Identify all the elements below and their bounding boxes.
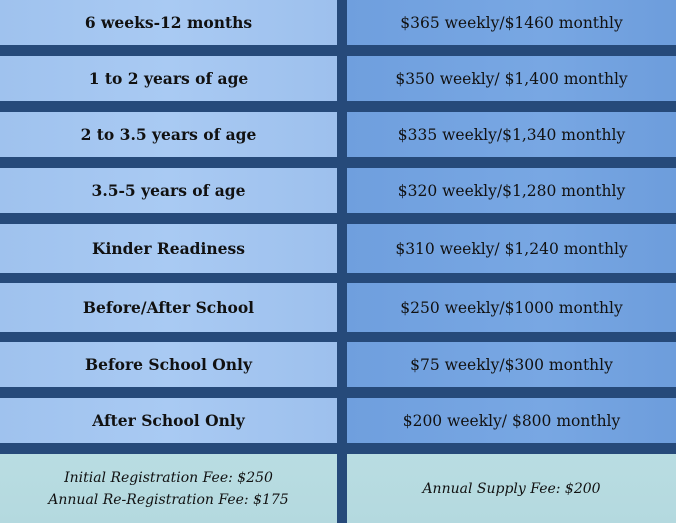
price-cell <box>347 0 676 45</box>
price-cell <box>347 56 676 101</box>
age-group-label: After School Only <box>92 411 245 430</box>
price-cell <box>347 283 676 332</box>
age-group-label: Before/After School <box>82 298 255 317</box>
price-label: $200 weekly/ $800 monthly <box>402 411 621 430</box>
age-group-cell <box>0 342 337 387</box>
age-group-cell <box>0 283 337 332</box>
age-group-cell <box>0 168 337 213</box>
age-group-label: Kinder Readiness <box>92 239 245 258</box>
age-group-label: 2 to 3.5 years of age <box>80 125 257 144</box>
re-registration-fee-label: Annual Re-Registration Fee: $175 <box>48 491 289 508</box>
price-cell <box>347 112 676 157</box>
supply-fee-label: Annual Supply Fee: $200 <box>422 480 601 497</box>
price-label: $310 weekly/ $1,240 monthly <box>395 239 628 258</box>
age-group-cell <box>0 56 337 101</box>
price-cell <box>347 342 676 387</box>
supply-fee-cell <box>347 454 676 523</box>
price-label: $75 weekly/$300 monthly <box>410 355 613 374</box>
price-cell <box>347 168 676 213</box>
registration-fee-label: Initial Registration Fee: $250 <box>64 469 273 486</box>
price-cell <box>347 398 676 443</box>
price-label: $250 weekly/$1000 monthly <box>400 298 623 317</box>
age-group-cell <box>0 224 337 273</box>
age-group-cell <box>0 0 337 45</box>
price-label: $350 weekly/ $1,400 monthly <box>395 69 628 88</box>
age-group-label: 1 to 2 years of age <box>88 69 249 88</box>
price-label: $335 weekly/$1,340 monthly <box>397 125 626 144</box>
price-cell <box>347 224 676 273</box>
registration-fees-cell <box>0 454 337 523</box>
price-label: $320 weekly/$1,280 monthly <box>397 181 626 200</box>
age-group-cell <box>0 398 337 443</box>
age-group-label: Before School Only <box>85 355 252 374</box>
age-group-label: 3.5-5 years of age <box>91 181 246 200</box>
age-group-cell <box>0 112 337 157</box>
price-label: $365 weekly/$1460 monthly <box>400 13 623 32</box>
age-group-label: 6 weeks-12 months <box>84 13 253 32</box>
